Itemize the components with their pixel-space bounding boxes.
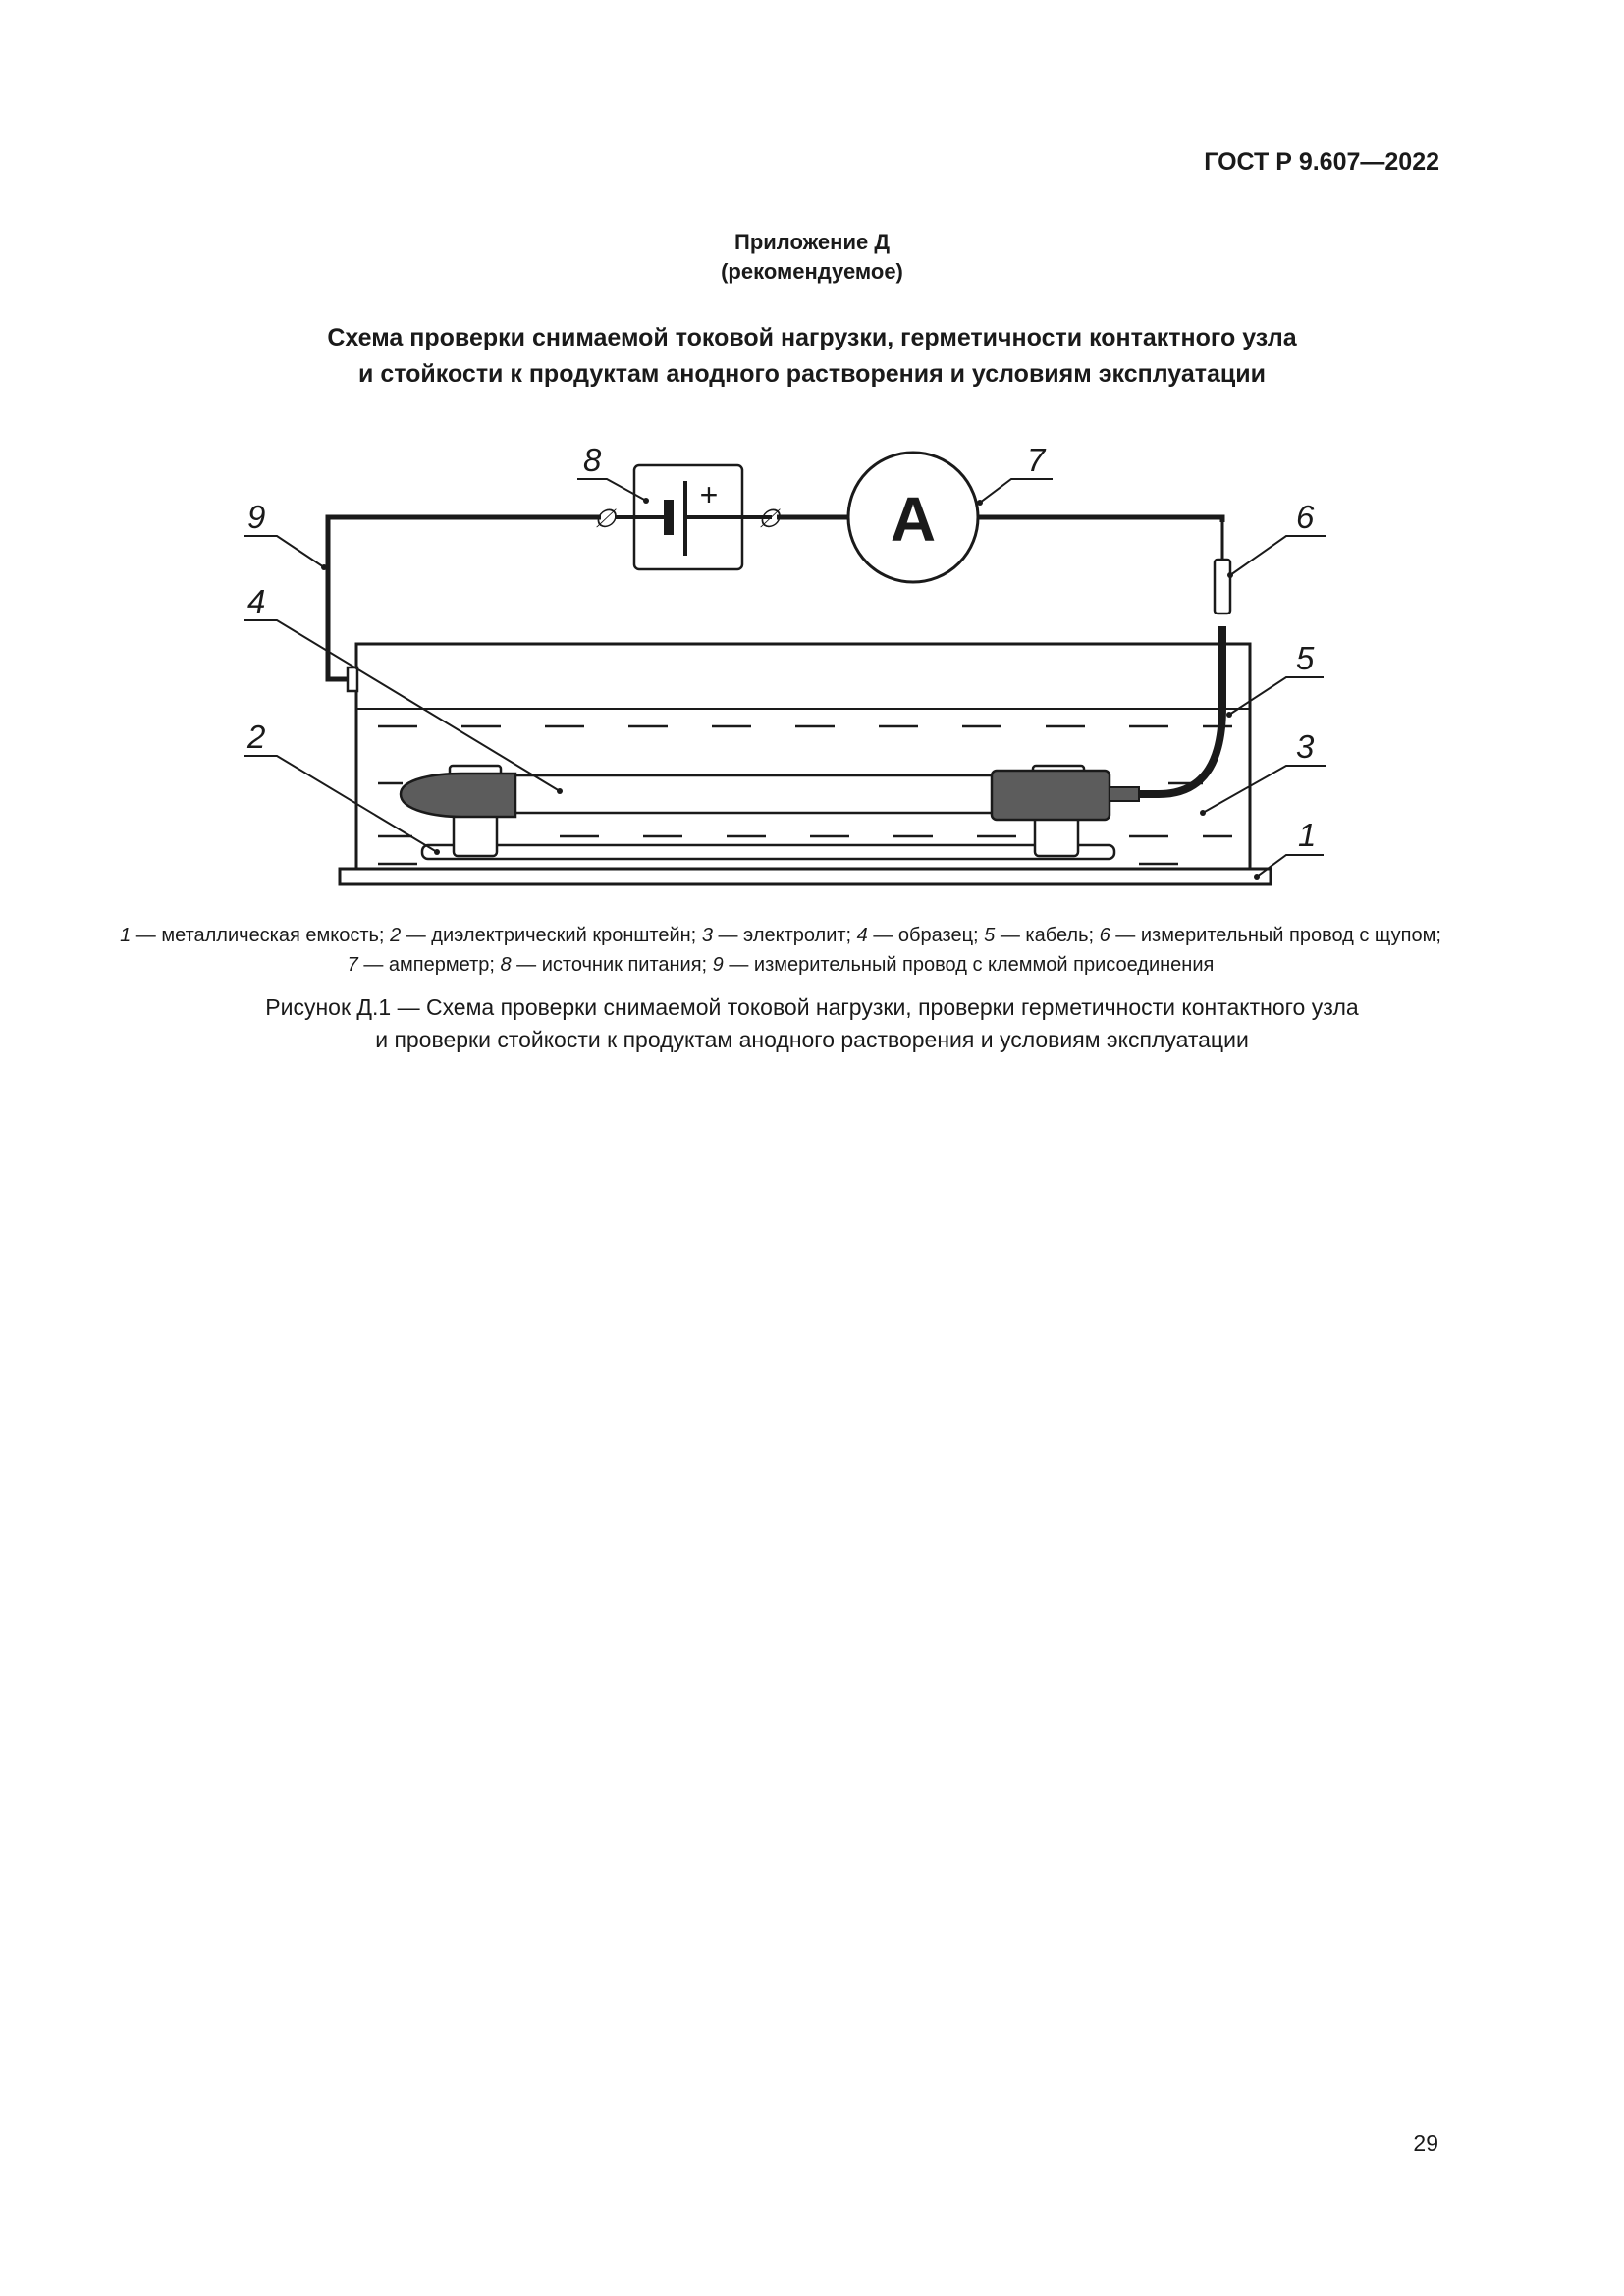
page-number: 29	[1413, 2130, 1438, 2156]
legend-text-7: — амперметр;	[357, 954, 501, 976]
legend-text-8: — источник питания;	[511, 954, 713, 976]
legend-text-1: — металлическая емкость;	[131, 925, 391, 946]
figure-caption	[0, 991, 1624, 1056]
legend-text-9: — измерительный провод с клеммой присоединения	[723, 954, 1215, 976]
legend-num-1: 1	[120, 925, 132, 946]
base-plate	[340, 869, 1271, 884]
sample-tube	[511, 775, 997, 813]
callout-9: 9	[247, 499, 266, 535]
measuring-wire-right	[978, 517, 1222, 522]
appendix-status: (рекомендуемое)	[721, 259, 903, 284]
terminal-left: ∅	[593, 504, 617, 533]
callout-2: 2	[247, 719, 266, 755]
callout-1: 1	[1298, 817, 1317, 853]
leader-7	[980, 479, 1053, 503]
legend-text-5: — кабель;	[995, 925, 1100, 946]
legend-text-3: — электролит;	[712, 925, 857, 946]
legend-text-6: — измерительный провод с щупом;	[1110, 925, 1441, 946]
legend-num-9: 9	[712, 954, 724, 976]
dielectric-bracket	[422, 845, 1114, 859]
terminal-right: ∅	[757, 504, 781, 533]
figure-caption-line-2: и проверки стойкости к продуктам анодного растворения и условиям эксплуатации	[375, 1027, 1249, 1052]
standard-number: ГОСТ Р 9.607—2022	[1204, 148, 1439, 176]
figure-legend	[118, 921, 1443, 980]
contact-unit-housing	[992, 771, 1110, 820]
legend-num-5: 5	[984, 925, 996, 946]
probe	[1215, 560, 1230, 614]
figure-caption-line-1: Рисунок Д.1 — Схема проверки снимаемой токовой нагрузки, проверки герметичности контактного узла	[265, 994, 1359, 1020]
callout-5: 5	[1296, 640, 1315, 676]
section-title-line-1: Схема проверки снимаемой токовой нагрузки, герметичности контактного узла	[327, 324, 1297, 351]
leader-6	[1230, 536, 1326, 575]
battery-negative-plate	[664, 500, 674, 535]
legend-num-3: 3	[701, 925, 713, 946]
legend-text-4: — образец;	[867, 925, 985, 946]
callout-8: 8	[583, 442, 602, 478]
contact-unit-collar	[1110, 787, 1139, 801]
clamp	[348, 667, 357, 691]
battery-plus-sign: +	[699, 477, 719, 512]
sample-end-cap	[401, 774, 515, 817]
legend-num-4: 4	[856, 925, 868, 946]
legend-num-7: 7	[347, 954, 358, 976]
leader-9	[244, 536, 324, 567]
test-circuit-diagram	[0, 0, 1624, 913]
legend-num-6: 6	[1099, 925, 1110, 946]
legend-text-2: — диэлектрический кронштейн;	[401, 925, 702, 946]
callout-3: 3	[1296, 728, 1315, 765]
callout-4: 4	[247, 583, 266, 619]
appendix-label: Приложение Д	[734, 230, 890, 254]
ammeter-symbol: A	[890, 484, 937, 555]
legend-num-8: 8	[500, 954, 512, 976]
callout-7: 7	[1027, 442, 1046, 478]
legend-num-2: 2	[390, 925, 402, 946]
callout-6: 6	[1296, 499, 1315, 535]
section-title-line-2: и стойкости к продуктам анодного растворения и условиям эксплуатации	[358, 360, 1266, 388]
